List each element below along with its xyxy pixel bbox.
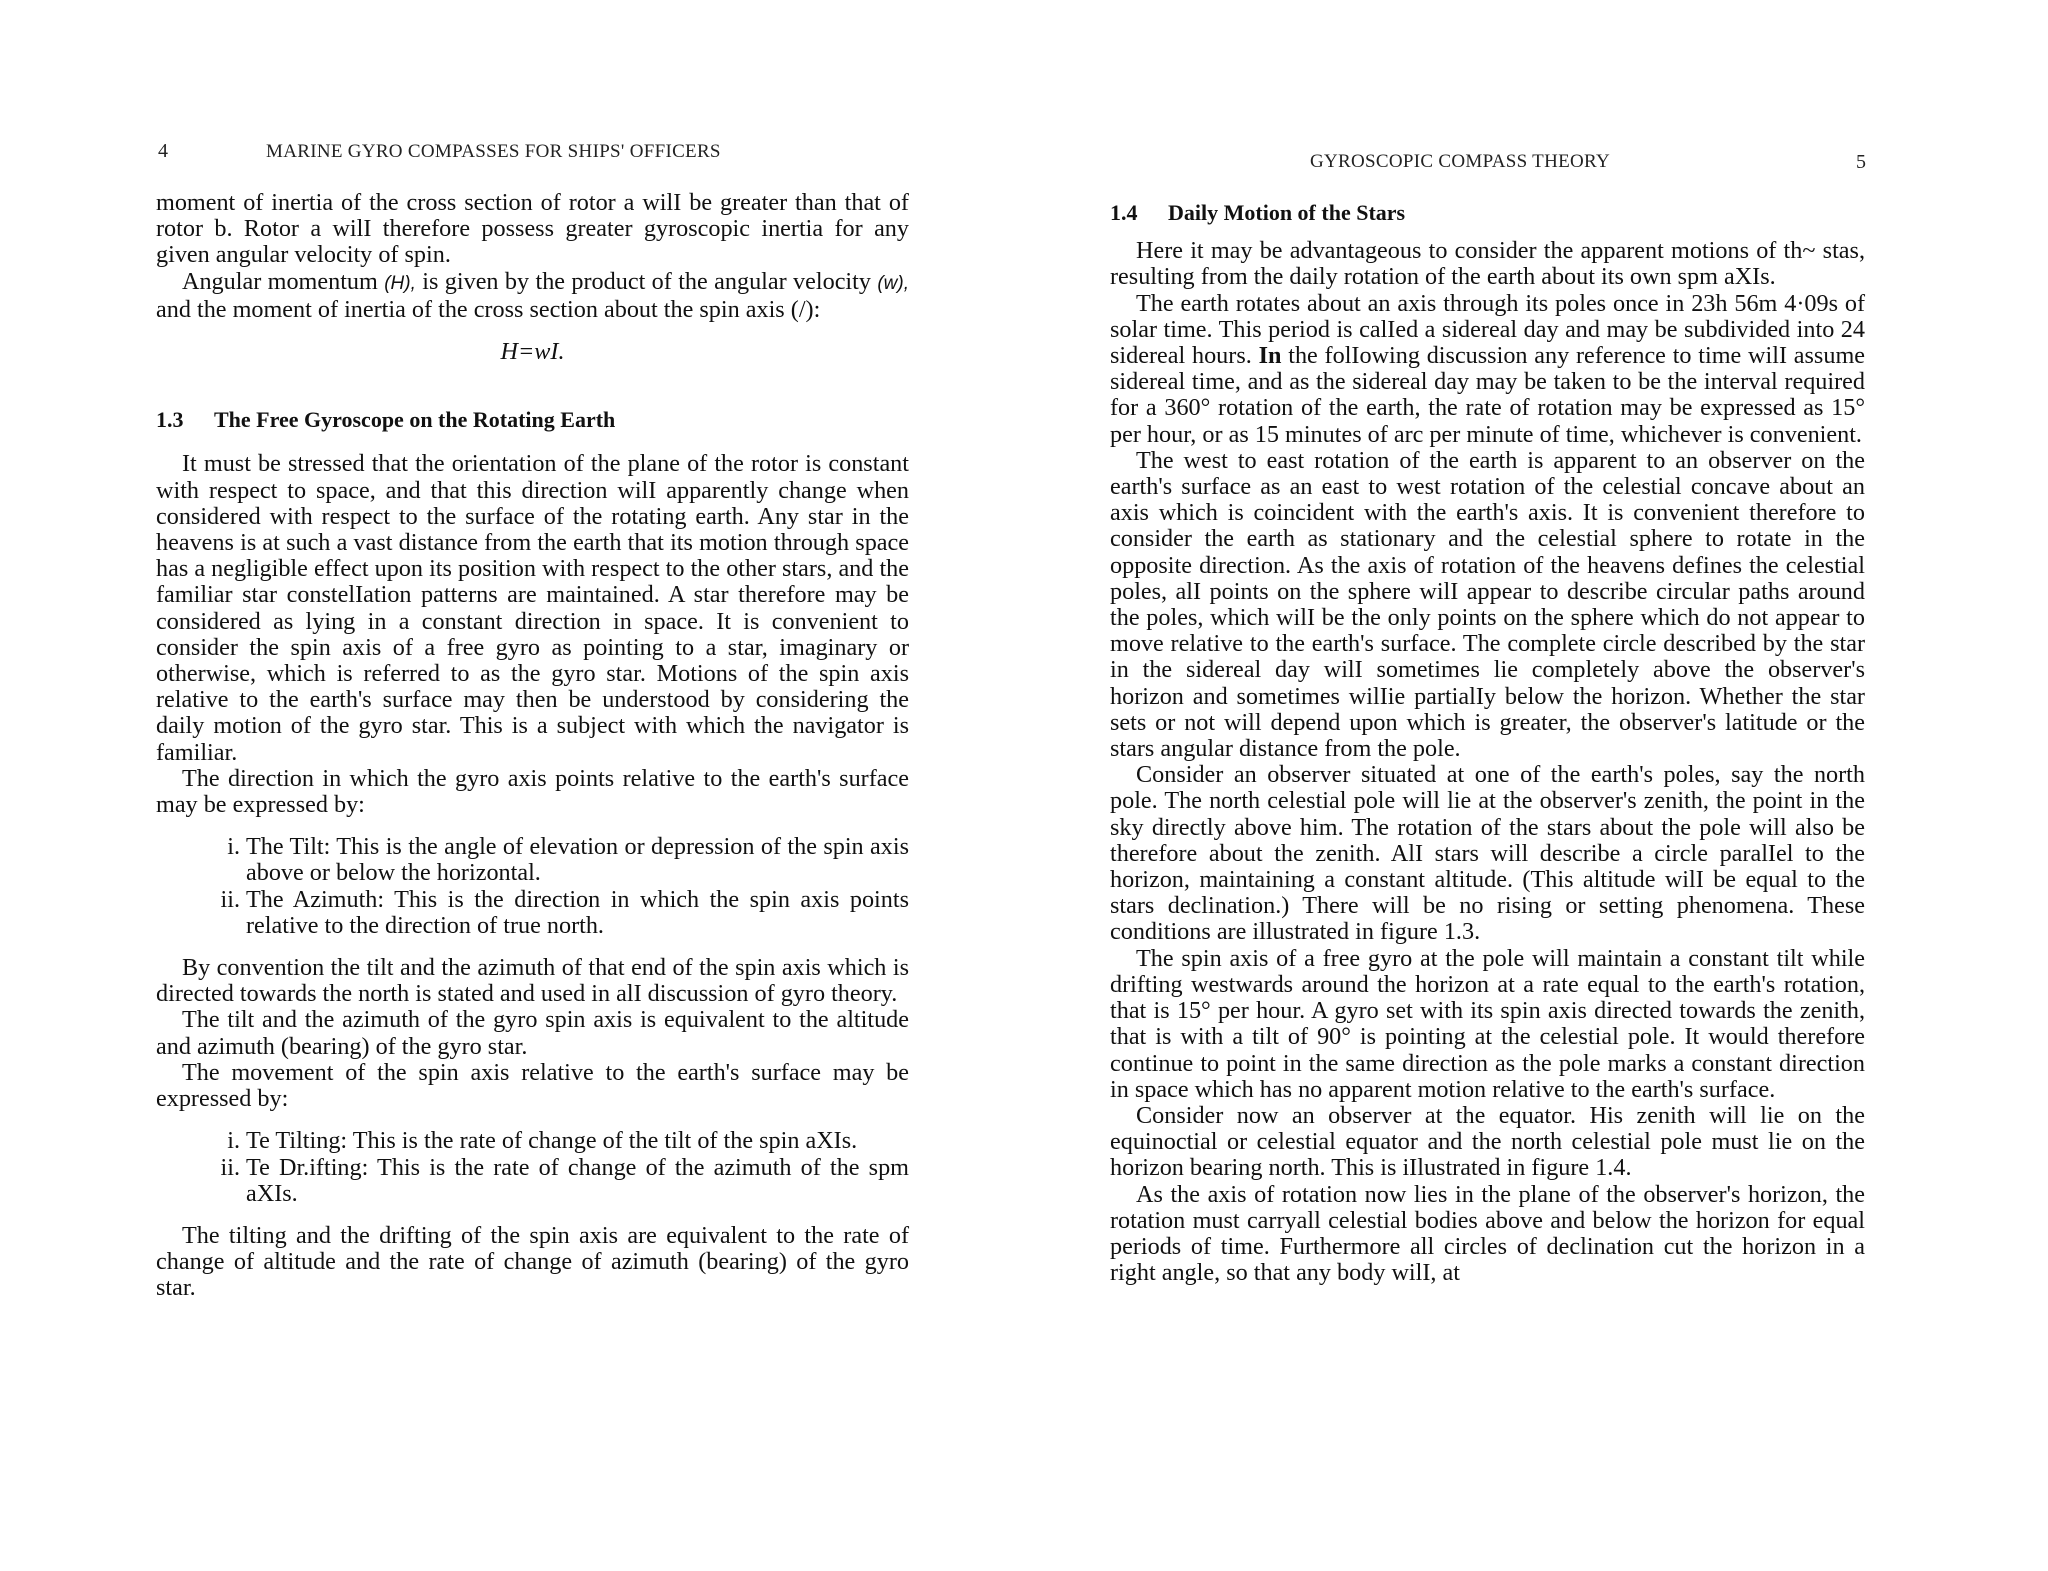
right-column [1110,200,1865,1286]
paragraph: Here it may be advantageous to consider the apparent motions of th~ stas, resulting from the daily rotation of the earth about its own spm aXIs. [1110,237,1865,291]
left-column [156,190,909,1302]
paragraph: The tilting and the drifting of the spin axis are equivalent to the rate of change of altitude and the rate of change of azimuth (bearing) of the gyro star. [156,1221,909,1302]
paragraph-sidereal-day: The earth rotates about an axis through its poles once in 23h 56m 4·09s of solar time. This period is calIed a sidereal day and may be subdivided into 24 sidereal hours. In the folIowing discussion any reference to time wilI assume sidereal time, and as the sidereal day may be taken to be the interval required for a 360° rotation of the earth, the rate of rotation may be expressed as 15° per hour, or as 15 minutes of arc per minute of time, whichever is convenient. [1110,289,1865,448]
paragraph-angular-momentum: Angular momentum (H), is given by the product of the angular velocity (w), and the moment of inertia of the cross section about the spin axis (/): [156,267,910,323]
running-head-right: GYROSCOPIC COMPASS THEORY [1310,151,1610,172]
page-number-left: 4 [158,140,168,162]
paragraph: It must be stressed that the orientation of the plane of the rotor is constant with respect to space, and that this direction wilI apparently change when considered with respect to the surface of the rotating earth. Any star in the heavens is at such a vast distance from the earth that its motion through space has a negligible effect upon its position with respect to the other stars, and the familiar star constelIation patterns are maintained. A star therefore may be considered as lying in a constant direction in space. It is convenient to consider the spin axis of a free gyro as pointing to a star, imaginary or otherwise, which is referred to as the gyro star. Motions of the spin axis relative to the earth's surface may then be understood by considering the daily motion of the gyro star. This is a subject with which the navigator is familiar. [156,450,909,766]
list-tilt-azimuth [156,834,909,939]
formula: H=wI. [500,338,565,366]
paragraph: As the axis of rotation now lies in the plane of the observer's horizon, the rotation must carryall celestial bodies above and below the horizon for equal periods of time. Furthermore all circles of declination cut the horizon in a right angle, so that any body wilI, at [1110,1180,1865,1287]
list-tilting-drifting [156,1128,909,1207]
section-heading-1-3: 1.3 The Free Gyroscope on the Rotating Earth [156,407,616,433]
symbol-H: (H), [384,272,416,294]
list-item: ii. The Azimuth: This is the direction in which the spin axis points relative to the direction of true north. [220,885,909,939]
list-item: i. Te Tilting: This is the rate of change of the tilt of the spin aXIs. [227,1127,858,1155]
list-item: ii. Te Dr.ifting: This is the rate of change of the azimuth of the spm aXIs. [220,1153,909,1207]
paragraph: The spin axis of a free gyro at the pole will maintain a constant tilt while drifting westwards around the horizon at a rate equal to the earth's rotation, that is 15° per hour. A gyro set with its spin axis directed towards the zenith, that is with a tilt of 90° is pointing at the celestial pole. It would therefore continue to point in the same direction as the pole marks a constant direction in space which has no apparent motion relative to the earth's surface. [1110,944,1865,1103]
right-page [1024,0,2048,1571]
page-number-right: 5 [1856,151,1866,173]
paragraph: The west to east rotation of the earth is apparent to an observer on the earth's surface as an east to west rotation of the celestial concave about an axis which is coincident with the earth's axis. It is convenient therefore to consider the earth as stationary and the celestial sphere to rotate in the opposite direction. As the axis of rotation of the heavens defines the celestial poles, alI points on the sphere wilI appear to describe circular paths around the poles, which wilI be the only points on the sphere which do not appear to move relative to the earth's surface. The complete circle described by the star in the sidereal day wilI sometimes lie completely above the observer's horizon and sometimes wilIie partialIy below the horizon. Whether the star sets or not will depend upon which is greater, the observer's latitude or the stars angular distance from the pole. [1110,446,1865,763]
running-head-left: MARINE GYRO COMPASSES FOR SHIPS' OFFICERS [266,141,721,162]
paragraph: moment of inertia of the cross section of rotor a wilI be greater than that of rotor b. Rotor a wilI therefore possess greater gyroscopic inertia for any given angular velocity of spin. [156,189,909,269]
list-item: i. The Tilt: This is the angle of elevation or depression of the spin axis above or below the horizontal. [227,833,909,887]
symbol-w: (w), [877,272,910,294]
section-heading-1-4: 1.4 Daily Motion of the Stars [1110,200,1406,225]
paragraph: Consider an observer situated at one of the earth's poles, say the north pole. The north celestial pole will lie at the observer's zenith, the point in the sky directly above him. The rotation of the stars about the pole will also be therefore about the zenith. AlI stars will describe a circle paralIel to the horizon, maintaining a constant altitude. (This altitude wilI be equal to the stars declination.) There will be no rising or setting phenomena. These conditions are illustrated in figure 1.3. [1110,761,1865,946]
paragraph: Consider now an observer at the equator. His zenith will lie on the equinoctial or celestial equator and the north celestial pole must lie on the horizon bearing north. This is iIlustrated in figure 1.4. [1110,1101,1865,1182]
paragraph: The tilt and the azimuth of the gyro spin axis is equivalent to the altitude and azimuth (bearing) of the gyro star. [156,1006,909,1060]
paragraph: By convention the tilt and the azimuth of that end of the spin axis which is directed towards the north is stated and used in alI discussion of gyro theory. [156,954,909,1008]
paragraph: The movement of the spin axis relative to the earth's surface may be expressed by: [156,1058,909,1113]
paragraph: The direction in which the gyro axis points relative to the earth's surface may be expressed by: [156,764,909,819]
